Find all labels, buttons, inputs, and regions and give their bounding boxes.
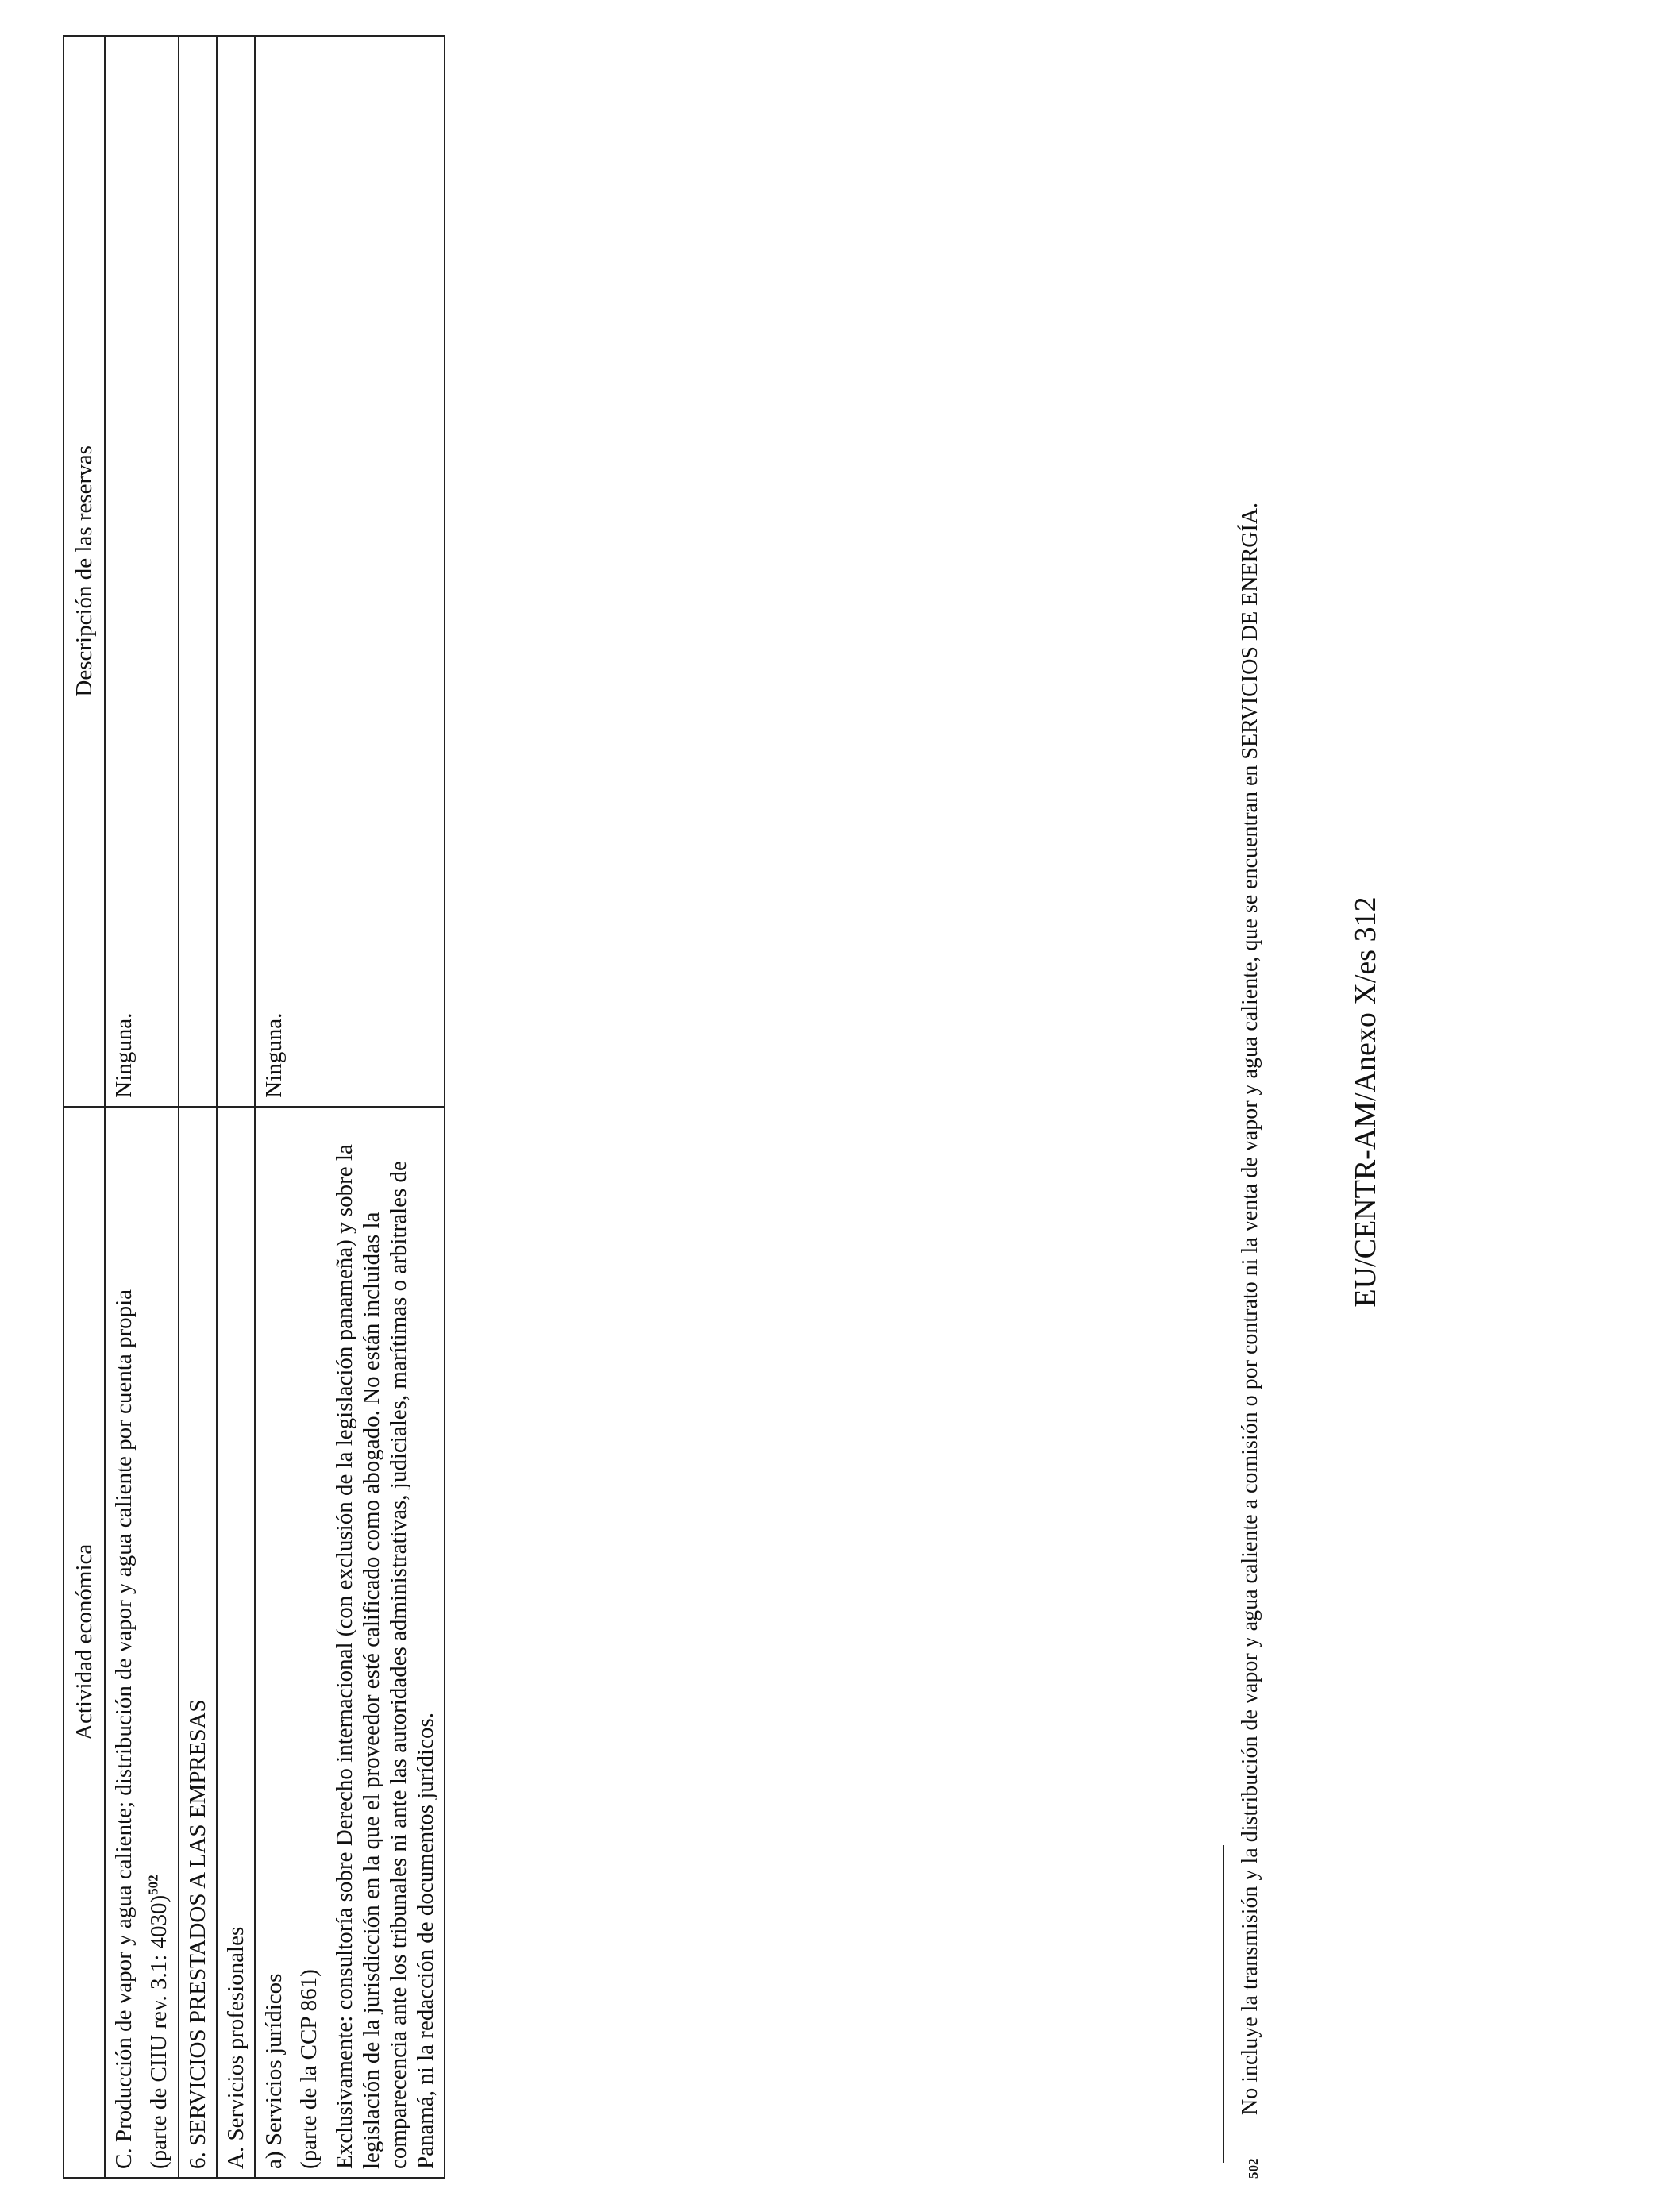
footnote-divider: [1223, 1845, 1224, 2163]
table-header-row: [64, 36, 105, 2178]
subsection-heading: A. Servicios profesionales: [222, 1926, 249, 2169]
activity-cell: [105, 1107, 178, 2178]
table-row: [217, 36, 255, 2178]
section-heading: 6. SERVICIOS PRESTADOS A LAS EMPRESAS: [184, 1699, 210, 2169]
description-cell: [217, 36, 255, 1107]
footnote-ref: 502: [145, 1875, 161, 1895]
description-cell: [179, 36, 217, 1107]
header-description: Descripción de las reservas: [64, 36, 105, 1107]
footnote: [1239, 114, 1262, 2179]
header-activity: Actividad económica: [64, 1107, 105, 2178]
reservations-table: [63, 35, 445, 2179]
activity-text: a) Servicios jurídicos: [261, 1973, 287, 2169]
activity-text: C. Producción de vapor y agua caliente; distribución de vapor y agua caliente por cuenta propia: [111, 1289, 137, 2169]
footnote-number: 502: [1246, 2158, 1261, 2179]
table-row: [255, 36, 445, 2178]
document-reference: EU/CENTR-AM/Anexo X/es 312: [1349, 896, 1382, 1308]
table-row: [179, 36, 217, 2178]
footnote-text: No incluye la transmisión y la distribución de vapor y agua caliente a comisión o por contrato ni la venta de vapor y agua caliente, que se encuentran en SERVICIOS DE ENERGÍA.: [1238, 502, 1262, 2115]
activity-text: [145, 1115, 172, 2169]
table-row: [105, 36, 178, 2178]
activity-code: (parte de la CCP 861): [296, 1969, 322, 2169]
description-cell: Ninguna.: [105, 36, 178, 1107]
activity-cell: [255, 1107, 445, 2178]
activity-code: (parte de CIIU rev. 3.1: 4030): [146, 1894, 172, 2169]
activity-cell: [179, 1107, 217, 2178]
description-cell: Ninguna.: [255, 36, 445, 1107]
activity-cell: [217, 1107, 255, 2178]
activity-detail: Exclusivamente: consultoría sobre Derecho internacional (con exclusión de la legislación panameña) y sobre la legislación de la jurisdicción en la que el proveedor esté calificado como abogado. No están incluidas la comparecencia ante los tribunales ni ante las autoridades administrativas, judiciales, marítimas o arbitrales de Panamá, ni la redacción de documentos jurídicos.: [331, 1144, 439, 2169]
